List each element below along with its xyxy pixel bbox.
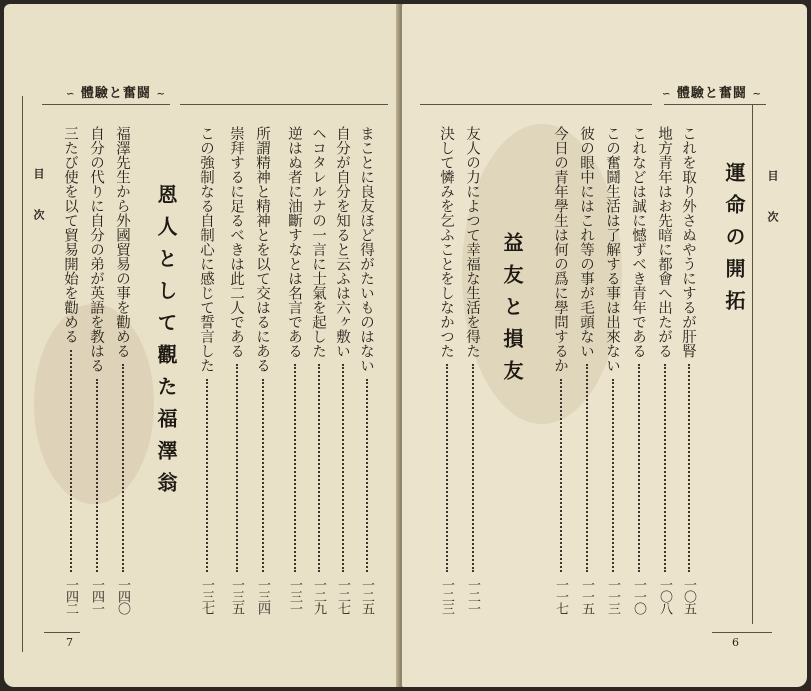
left-folio-rule [44, 632, 80, 633]
right-head-rule-a [420, 104, 652, 105]
left-head-rule-a [42, 104, 170, 105]
right-running-head: ∽ 體驗と奮闘 ∼ [662, 86, 762, 101]
toc-entry[interactable]: 自分が自分を知ると云ふは六ヶ敷い 一二七 [334, 126, 350, 614]
toc-entry[interactable]: 彼の眼中にはこれ等の事が毛頭ない 一一五 [578, 126, 594, 614]
right-margin-rule [752, 104, 753, 624]
toc-entry[interactable]: 地方青年はお先暗に都會へ出たがる 一〇八 [656, 126, 672, 614]
toc-entry[interactable]: これなどは誠に憾ずべき青年である 一一〇 [630, 126, 646, 614]
left-side-label: 目次 [32, 168, 45, 250]
toc-entry[interactable]: これを取り外さぬやうにするが肝腎 一〇五 [680, 126, 696, 614]
left-folio: 7 [66, 636, 73, 649]
right-folio: 6 [732, 636, 739, 649]
toc-entry[interactable]: 崇拜するに足るべきは此二人である 一三五 [228, 126, 244, 614]
toc-entry[interactable]: 所謂精神と精神とを以て交はるにある 一三四 [254, 126, 270, 614]
right-folio-rule [712, 632, 772, 633]
toc-entry[interactable]: 福澤先生から外國貿易の事を勸める 一四〇 [114, 126, 130, 614]
left-margin-rule [22, 96, 23, 652]
toc-entry[interactable]: 今日の青年學生は何の爲に學問するか 一一七 [552, 126, 568, 614]
toc-entry[interactable]: 友人の力によつて幸福な生活を得た 一二一 [464, 126, 480, 614]
toc-entry[interactable]: この強制なる自制心に感じて誓言した 一三七 [198, 126, 214, 614]
right-page [402, 4, 807, 687]
section-heading-fukuzawa: 恩人として觀た福澤翁 [154, 184, 178, 504]
left-running-head: ∽ 體驗と奮闘 ∼ [66, 86, 166, 101]
toc-entry[interactable]: 自分の代りに自分の弟が英語を教はる 一四一 [88, 126, 104, 614]
section-heading-ekiyu: 益友と損友 [500, 232, 524, 392]
toc-entry[interactable]: 逆はぬ者に油斷すなとは名言である 一三一 [286, 126, 302, 614]
toc-entry[interactable]: この奮鬪生活は了解する事は出來ない 一一三 [604, 126, 620, 614]
toc-entry[interactable]: まことに良友ほど得がたいものはない 一二五 [358, 126, 374, 614]
section-heading-unmei: 運命の開拓 [722, 162, 746, 322]
left-page [4, 4, 400, 687]
left-head-rule-b [180, 104, 388, 105]
paper-stain [462, 124, 622, 424]
toc-entry[interactable]: ヘコタレルナの一言に士氣を起した 一二九 [310, 126, 326, 614]
toc-entry[interactable]: 三たび使を以て貿易開始を勸める 一四二 [62, 126, 78, 614]
toc-entry[interactable]: 決して憐みを乞ふことをしなかつた 一二三 [438, 126, 454, 614]
right-side-label: 目次 [766, 170, 779, 252]
right-head-rule-b [664, 104, 766, 105]
